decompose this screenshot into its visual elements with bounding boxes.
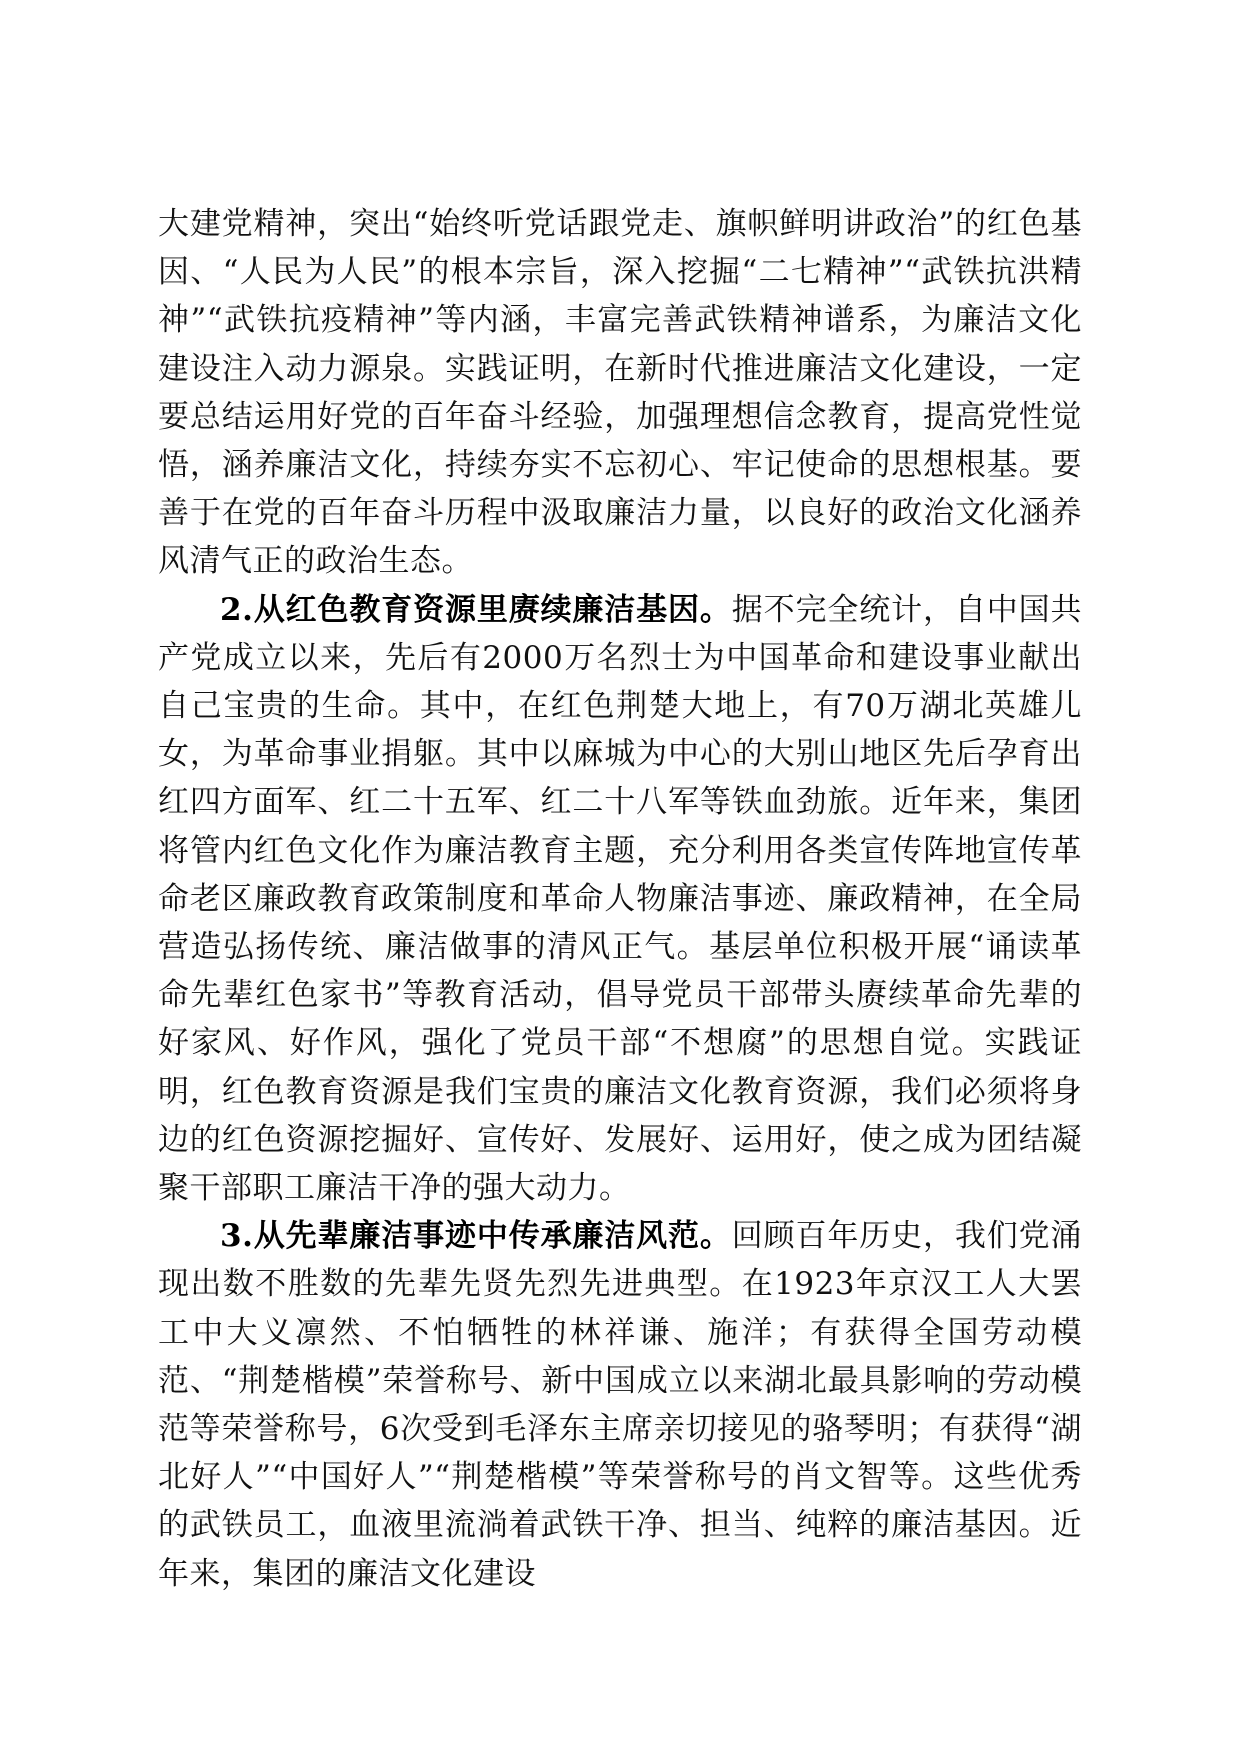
paragraph-body: 回顾百年历史，我们党涌现出数不胜数的先辈先贤先烈先进典型。在1923年京汉工人大罢工中大义凛然、不怕牺牲的林祥谦、施洋；有获得全国劳动模范、“荆楚楷模”荣誉称号、新中国成立以来湖北最具影响的劳动模范等荣誉称号，6次受到毛泽东主席亲切接见的骆琴明；有获得“湖北好人”“中国好人”“荆楚楷模”等荣誉称号的肖文智等。这些优秀的武铁员工，血液里流淌着武铁干净、担当、纯粹的廉洁基因。近年来，集团的廉洁文化建设 bbox=[158, 1218, 1082, 1592]
section-heading: 2.从红色教育资源里赓续廉洁基因。 bbox=[220, 591, 732, 628]
paragraph-body: 据不完全统计，自中国共产党成立以来，先后有2000万名烈士为中国革命和建设事业献出自己宝贵的生命。其中，在红色荆楚大地上，有70万湖北英雄儿女，为革命事业捐躯。其中以麻城为中心的大别山地区先后孕育出红四方面军、红二十五军、红二十八军等铁血劲旅。近年来，集团将管内红色文化作为廉洁教育主题，充分利用各类宣传阵地宣传革命老区廉政教育政策制度和革命人物廉洁事迹、廉政精神，在全局营造弘扬传统、廉洁做事的清风正气。基层单位积极开展“诵读革命先辈红色家书”等教育活动，倡导党员干部带头赓续革命先辈的好家风、好作风，强化了党员干部“不想腐”的思想自觉。实践证明，红色教育资源是我们宝贵的廉洁文化教育资源，我们必须将身边的红色资源挖掘好、宣传好、发展好、运用好，使之成为团结凝聚干部职工廉洁干净的强大动力。 bbox=[158, 591, 1082, 1207]
paragraph-body: 大建党精神，突出“始终听党话跟党走、旗帜鲜明讲政治”的红色基因、“人民为人民”的根本宗旨，深入挖掘“二七精神”“武铁抗洪精神”“武铁抗疫精神”等内涵，丰富完善武铁精神谱系，为廉洁文化建设注入动力源泉。实践证明，在新时代推进廉洁文化建设，一定要总结运用好党的百年奋斗经验，加强理想信念教育，提高党性觉悟，涵养廉洁文化，持续夯实不忘初心、牢记使命的思想根基。要善于在党的百年奋斗历程中汲取廉洁力量，以良好的政治文化涵养风清气正的政治生态。 bbox=[158, 206, 1082, 580]
paragraph-predecessors bbox=[158, 1212, 1082, 1598]
paragraph-continuation bbox=[158, 200, 1082, 586]
document-body bbox=[158, 200, 1082, 1598]
paragraph-red-education bbox=[158, 586, 1082, 1213]
section-heading: 3.从先辈廉洁事迹中传承廉洁风范。 bbox=[220, 1218, 732, 1255]
